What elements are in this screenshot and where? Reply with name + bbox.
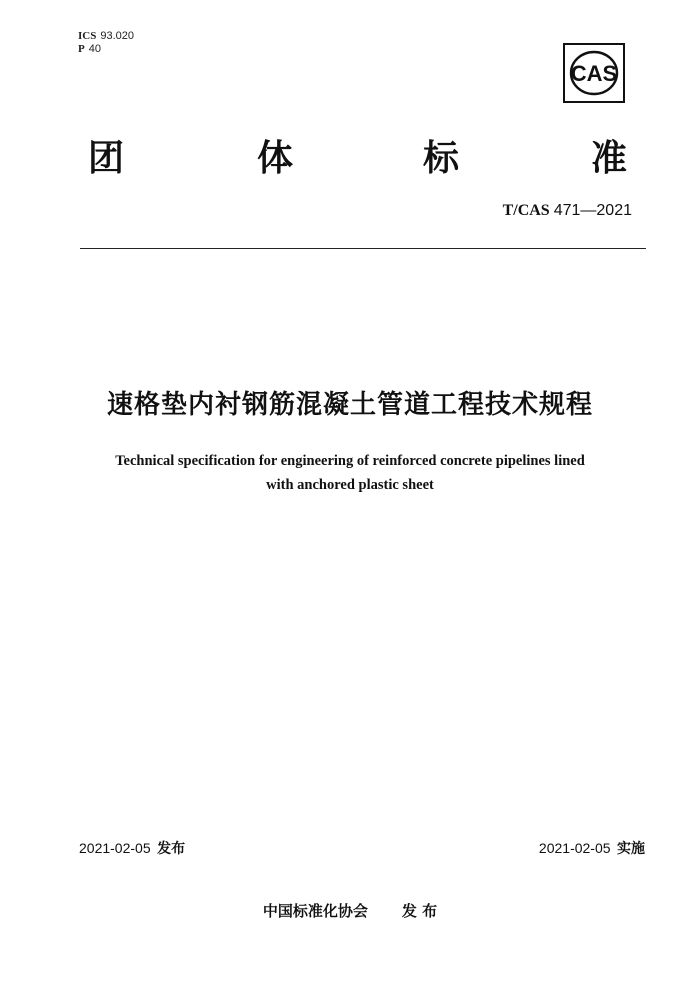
standard-type-char: 标 — [423, 138, 460, 179]
implement-date-block — [539, 838, 645, 858]
standard-type-char: 准 — [591, 138, 628, 179]
classification-value: 40 — [88, 43, 101, 55]
implement-label: 实施 — [617, 841, 645, 857]
ics-row — [78, 30, 134, 43]
ics-label: ICS — [78, 30, 97, 42]
standard-number — [503, 202, 632, 220]
title-english-line: with anchored plastic sheet — [266, 477, 434, 493]
issuer-block — [0, 900, 700, 921]
title-english-line: Technical specification for engineering of reinforced concrete pipelines lined — [115, 453, 585, 469]
header-divider — [80, 248, 646, 249]
standard-type — [0, 130, 700, 180]
standard-type-char: 体 — [257, 138, 294, 179]
cas-logo — [563, 43, 625, 103]
cas-logo-icon — [568, 48, 620, 98]
ics-block — [78, 30, 134, 56]
issuer-name: 中国标准化协会 — [262, 902, 368, 920]
standard-number-prefix: T/CAS — [502, 202, 550, 219]
title-english — [0, 449, 700, 497]
standard-type-char: 团 — [88, 138, 125, 179]
ics-value: 93.020 — [100, 30, 134, 42]
issue-date-block — [79, 838, 185, 858]
title-chinese: 速格垫内衬钢筋混凝土管道工程技术规程 — [106, 390, 593, 420]
implement-date: 2021-02-05 — [538, 840, 611, 856]
issue-date: 2021-02-05 — [79, 840, 151, 856]
standard-number-value: 471—2021 — [553, 202, 632, 219]
classification-label: P — [78, 43, 85, 55]
issuer-action: 发 布 — [401, 902, 438, 920]
classification-row — [78, 43, 134, 56]
issue-label: 发布 — [157, 841, 186, 857]
cas-logo-text: CAS — [570, 61, 618, 86]
